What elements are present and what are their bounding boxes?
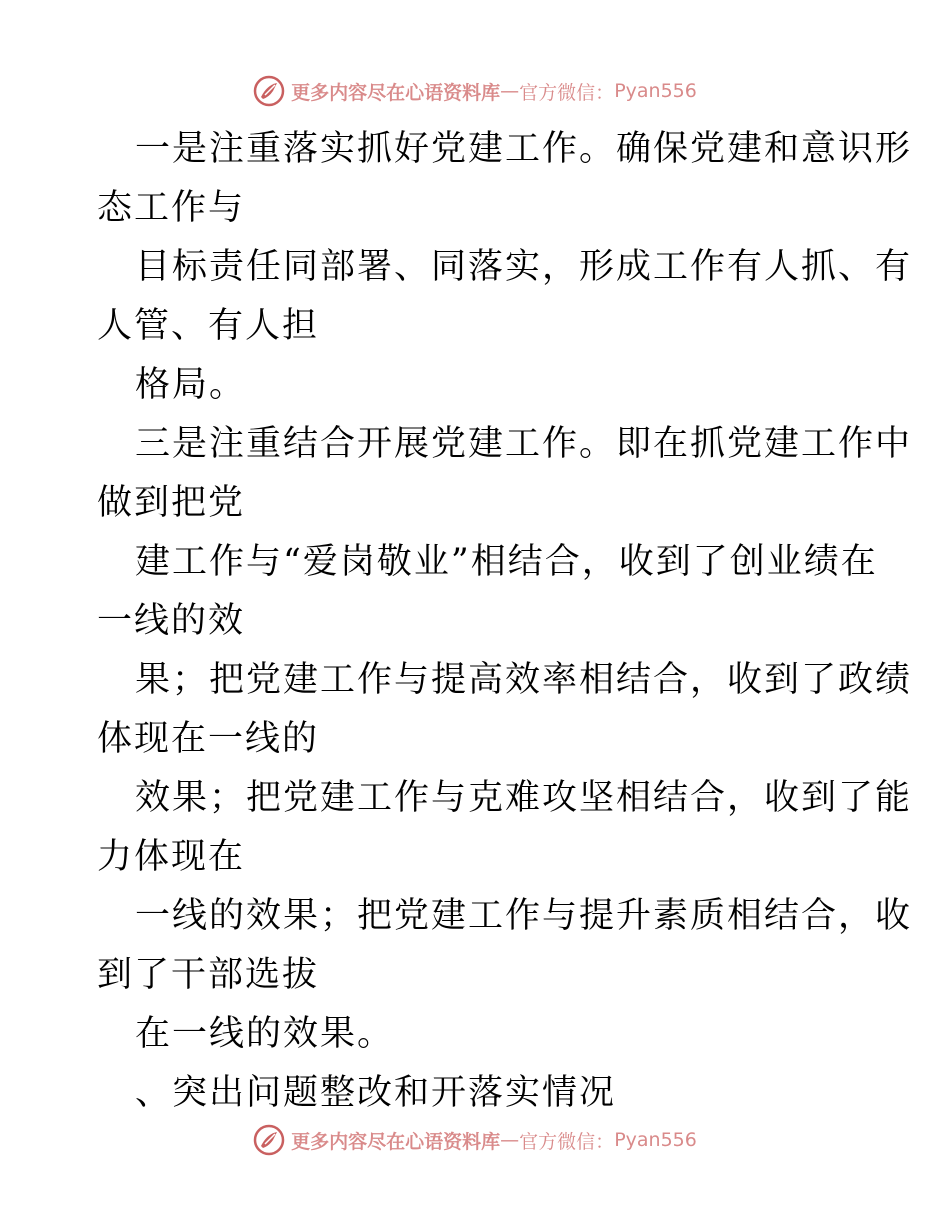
text-line: 三是注重结合开展党建工作。即在抓党建工作中 [135, 424, 913, 464]
text-line: 一是注重落实抓好党建工作。确保党建和意识形 [135, 129, 913, 169]
watermark-wechat-id: Pyan556 [614, 80, 697, 102]
text-line: 做到把党 [97, 483, 246, 523]
text-line: 果；把党建工作与提高效率相结合，收到了政绩 [135, 660, 913, 700]
handwriting-logo-icon [253, 1124, 285, 1156]
footer-watermark [0, 1120, 950, 1160]
handwriting-logo-icon [253, 75, 285, 107]
watermark-separator: — [500, 1129, 520, 1151]
watermark-main-text: 更多内容尽在心语资料库 [291, 1130, 501, 1153]
watermark-main-text: 更多内容尽在心语资料库 [291, 81, 501, 104]
text-line: 格局。 [135, 365, 247, 405]
text-line: 建工作与“爱岗敬业”相结合，收到了创业绩在 [135, 542, 878, 582]
text-line: 效果；把党建工作与克难攻坚相结合，收到了能 [135, 778, 913, 818]
text-line: 人管、有人担 [97, 306, 320, 346]
watermark-wechat-id: Pyan556 [614, 1129, 697, 1151]
header-watermark [0, 71, 950, 111]
text-line: 一线的效果；把党建工作与提升素质相结合，收 [135, 896, 913, 936]
text-line: 态工作与 [97, 188, 246, 228]
text-line: 体现在一线的 [97, 719, 320, 759]
watermark-separator: — [500, 80, 520, 102]
text-line: 力体现在 [97, 837, 246, 877]
text-line: 、突出问题整改和开落实情况 [135, 1073, 617, 1113]
text-line: 目标责任同部署、同落实，形成工作有人抓、有 [135, 247, 913, 287]
text-line: 到了干部选拔 [97, 955, 320, 995]
text-line: 一线的效 [97, 601, 246, 641]
watermark-official-label: 官方微信： [519, 1130, 615, 1153]
watermark-official-label: 官方微信： [519, 81, 615, 104]
text-line: 在一线的效果。 [135, 1014, 395, 1054]
document-body [97, 120, 913, 1123]
